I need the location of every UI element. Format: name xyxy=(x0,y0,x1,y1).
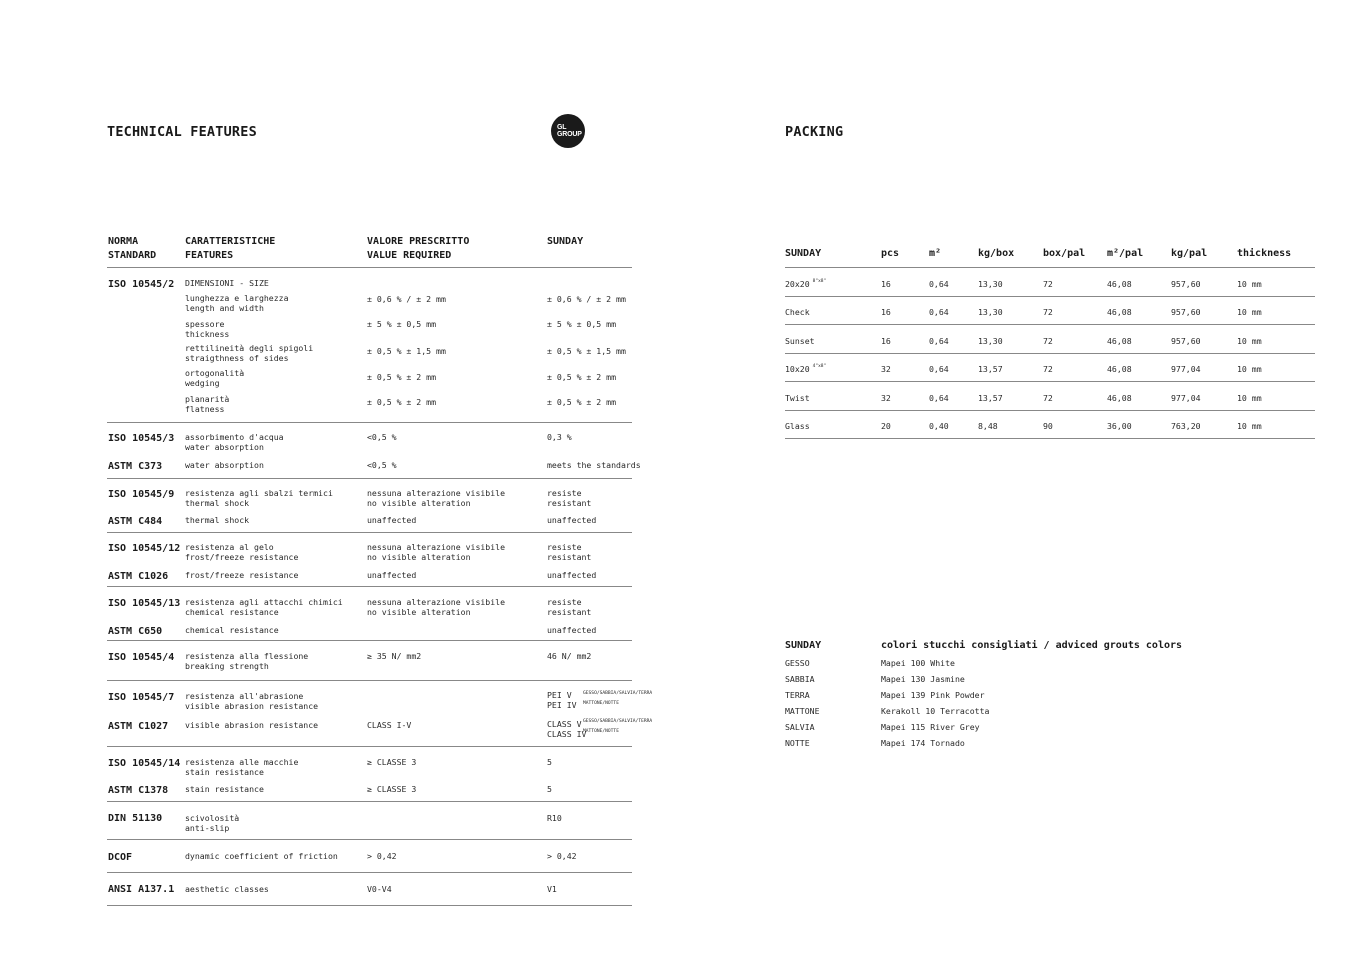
packing-cell-text: 72 xyxy=(1043,307,1053,318)
packing-cell-text: 10 mm xyxy=(1237,335,1262,346)
packing-cell-text: 32 xyxy=(881,392,891,403)
packing-cell-text: 957,60 xyxy=(1171,279,1201,289)
packing-cell-text: 16 xyxy=(881,307,891,318)
packing-title: PACKING xyxy=(785,124,844,140)
packing-cell-text: Check xyxy=(785,307,810,318)
packing-cell-text: 957,60 xyxy=(1171,307,1201,318)
header-value-it: VALORE PRESCRITTO xyxy=(367,236,470,247)
feature-en: breaking strength xyxy=(185,661,269,672)
packing-cell-m2 xyxy=(929,421,949,431)
packing-cell-text: Twist xyxy=(785,392,810,403)
sunday-chemical xyxy=(547,597,591,617)
logo-text-line1: GL xyxy=(557,124,567,131)
packing-cell-text: 13,30 xyxy=(978,335,1003,346)
packing-cell-text: 13,57 xyxy=(978,364,1003,375)
packing-cell-box-pal xyxy=(1043,336,1053,346)
packing-cell-thickness xyxy=(1237,364,1262,374)
sunday-astm-thermal: unaffected xyxy=(547,515,597,525)
feature-dcof: dynamic coefficient of friction xyxy=(185,851,338,861)
feature-slip xyxy=(185,813,239,833)
feature-en: straigthness of sides xyxy=(185,353,289,364)
divider xyxy=(785,267,1315,268)
sunday-it: resiste xyxy=(547,542,582,552)
sunday-astm-abrasion xyxy=(547,719,586,739)
header-norma-en: STANDARD xyxy=(108,249,157,261)
packing-cell-text: 763,20 xyxy=(1171,421,1201,431)
divider xyxy=(107,640,632,641)
header-value-required xyxy=(367,235,469,262)
divider xyxy=(785,296,1315,297)
packing-cell-m2-pal xyxy=(1107,307,1132,317)
logo-text-line2: GROUP xyxy=(557,131,582,138)
grout-color-name: NOTTE xyxy=(785,738,810,748)
packing-cell-text: 977,04 xyxy=(1171,392,1201,403)
divider xyxy=(107,746,632,747)
packing-cell-name xyxy=(785,307,810,317)
packing-cell-m2-pal xyxy=(1107,393,1132,403)
packing-cell-m2-pal xyxy=(1107,279,1132,289)
packing-cell-box-pal xyxy=(1043,364,1053,374)
packing-cell-text: 8,48 xyxy=(978,421,998,431)
sunday-thickness: ± 5 % ± 0,5 mm xyxy=(547,319,617,329)
packing-header-pcs: pcs xyxy=(881,248,900,259)
packing-cell-name xyxy=(785,364,826,374)
sunday-abrasion-pei xyxy=(547,690,577,710)
feature-it: resistenza agli sbalzi termici xyxy=(185,488,333,498)
required-astm-water: <0,5 % xyxy=(367,460,397,470)
packing-cell-box-pal xyxy=(1043,393,1053,403)
sunday-astm-stain: 5 xyxy=(547,784,552,794)
standard-iso-10545-14: ISO 10545/14 xyxy=(108,758,181,769)
packing-cell-text: Sunset xyxy=(785,335,815,346)
packing-cell-pcs xyxy=(881,393,891,403)
feature-straightness xyxy=(185,343,313,363)
packing-cell-kg-pal xyxy=(1171,364,1201,374)
feature-it: resistenza alle macchie xyxy=(185,757,299,767)
standard-astm-c1026: ASTM C1026 xyxy=(108,571,169,582)
packing-cell-text: 90 xyxy=(1043,421,1053,431)
sunday-it: resiste xyxy=(547,488,582,498)
packing-cell-text: 0,64 xyxy=(929,392,949,403)
feature-en: anti-slip xyxy=(185,823,230,834)
packing-cell-thickness xyxy=(1237,336,1262,346)
packing-cell-thickness xyxy=(1237,393,1262,403)
sunday-it: resiste xyxy=(547,597,582,607)
note-colors-2: MATTONE/NOTTE xyxy=(583,700,619,706)
feature-astm-frost: frost/freeze resistance xyxy=(185,570,299,580)
feature-water-absorption xyxy=(185,432,284,452)
packing-cell-text: 20 xyxy=(881,421,891,431)
divider xyxy=(785,353,1315,354)
sunday-dcof: > 0,42 xyxy=(547,851,577,861)
packing-cell-pcs xyxy=(881,421,891,431)
standard-iso-10545-3: ISO 10545/3 xyxy=(108,433,175,444)
packing-size-inches: 4"x8" xyxy=(812,364,827,370)
packing-cell-pcs xyxy=(881,307,891,317)
packing-cell-pcs xyxy=(881,336,891,346)
standard-din-51130: DIN 51130 xyxy=(108,813,163,824)
packing-cell-kg-pal xyxy=(1171,421,1201,431)
sunday-length-width: ± 0,6 % / ± 2 mm xyxy=(547,294,626,304)
packing-cell-kg-box xyxy=(978,279,1003,289)
packing-cell-text: 13,30 xyxy=(978,279,1003,289)
sunday-class-v: CLASS V xyxy=(547,719,582,729)
feature-it: resistenza agli attacchi chimici xyxy=(185,597,343,607)
packing-cell-text: 10x20 xyxy=(785,364,810,375)
packing-cell-text: 13,57 xyxy=(978,392,1003,403)
packing-cell-kg-box xyxy=(978,364,1003,374)
feature-it: lunghezza e larghezza xyxy=(185,293,289,303)
feature-it: planarità xyxy=(185,394,230,404)
packing-cell-box-pal xyxy=(1043,307,1053,317)
standard-dcof: DCOF xyxy=(108,852,133,863)
feature-it: resistenza all'abrasione xyxy=(185,691,304,701)
packing-cell-m2-pal xyxy=(1107,336,1132,346)
feature-en: flatness xyxy=(185,404,225,415)
feature-it: spessore xyxy=(185,319,225,329)
packing-header-box-pal: box/pal xyxy=(1043,248,1086,259)
required-thickness: ± 5 % ± 0,5 mm xyxy=(367,319,437,329)
note-colors-1: GESSO/SABBIA/SALVIA/TERRA xyxy=(583,691,653,696)
divider xyxy=(785,410,1315,411)
required-wedging: ± 0,5 % ± 2 mm xyxy=(367,372,437,382)
packing-cell-text: 0,64 xyxy=(929,364,949,375)
packing-cell-thickness xyxy=(1237,421,1262,431)
feature-stain xyxy=(185,757,298,777)
packing-cell-text: 0,40 xyxy=(929,421,949,431)
packing-cell-text: 20x20 xyxy=(785,279,810,289)
standard-ansi-a137-1: ANSI A137.1 xyxy=(108,884,175,895)
packing-cell-text: 46,08 xyxy=(1107,364,1132,375)
divider xyxy=(107,478,632,479)
sunday-thermal-shock xyxy=(547,488,591,508)
standard-astm-c650: ASTM C650 xyxy=(108,626,163,637)
packing-header-m2: m² xyxy=(929,248,942,259)
standard-iso-10545-9: ISO 10545/9 xyxy=(108,489,175,500)
required-it: nessuna alterazione visibile xyxy=(367,488,506,498)
feature-astm-abrasion: visible abrasion resistance xyxy=(185,720,319,730)
packing-cell-text: 10 mm xyxy=(1237,307,1262,318)
feature-bending xyxy=(185,651,308,671)
feature-en: wedging xyxy=(185,378,220,389)
packing-cell-text: 977,04 xyxy=(1171,364,1201,375)
sunday-pei-iv: PEI IV xyxy=(547,700,577,711)
divider xyxy=(107,905,632,906)
required-length-width: ± 0,6 % / ± 2 mm xyxy=(367,294,446,304)
required-straightness: ± 0,5 % ± 1,5 mm xyxy=(367,346,446,356)
required-thermal-shock xyxy=(367,488,505,508)
required-it: nessuna alterazione visibile xyxy=(367,542,506,552)
feature-thickness xyxy=(185,319,229,339)
sunday-en: resistant xyxy=(547,498,592,509)
required-astm-thermal: unaffected xyxy=(367,515,417,525)
required-dcof: > 0,42 xyxy=(367,851,397,861)
packing-cell-kg-pal xyxy=(1171,393,1201,403)
packing-cell-kg-box xyxy=(978,421,998,431)
packing-cell-text: 16 xyxy=(881,279,891,289)
packing-cell-text: 10 mm xyxy=(1237,279,1262,289)
packing-cell-kg-pal xyxy=(1171,336,1201,346)
packing-cell-text: 13,30 xyxy=(978,307,1003,318)
packing-header-m2-pal: m²/pal xyxy=(1107,248,1144,259)
header-value-en: VALUE REQUIRED xyxy=(367,249,452,261)
divider xyxy=(107,839,632,840)
grouts-header-sunday: SUNDAY xyxy=(785,640,822,651)
packing-cell-m2 xyxy=(929,279,949,289)
required-en: no visible alteration xyxy=(367,607,471,618)
packing-cell-kg-box xyxy=(978,336,1003,346)
standard-iso-10545-7: ISO 10545/7 xyxy=(108,692,175,703)
packing-size-inches: 8"x8" xyxy=(812,279,827,284)
sunday-water-absorption: 0,3 % xyxy=(547,432,572,442)
packing-cell-m2 xyxy=(929,364,949,374)
feature-it: ortogonalità xyxy=(185,368,245,378)
required-chemical xyxy=(367,597,505,617)
packing-cell-kg-pal xyxy=(1171,279,1201,289)
grout-color-name: SABBIA xyxy=(785,674,815,684)
packing-cell-name xyxy=(785,336,815,346)
feature-it: scivolosità xyxy=(185,813,240,823)
packing-cell-text: 10 mm xyxy=(1237,392,1262,403)
feature-astm-stain: stain resistance xyxy=(185,784,264,794)
packing-header-kg-box: kg/box xyxy=(978,248,1015,259)
required-bending: ≥ 35 N/ mm2 xyxy=(367,651,422,661)
feature-en: thermal shock xyxy=(185,498,250,509)
required-astm-abrasion: CLASS I-V xyxy=(367,720,412,730)
packing-cell-pcs xyxy=(881,364,891,374)
packing-cell-kg-box xyxy=(978,307,1003,317)
divider xyxy=(785,324,1315,325)
sunday-class-iv: CLASS IV xyxy=(547,729,587,740)
packing-cell-text: 10 mm xyxy=(1237,364,1262,375)
required-water-absorption: <0,5 % xyxy=(367,432,397,442)
sunday-straightness: ± 0,5 % ± 1,5 mm xyxy=(547,346,626,356)
grout-color-name: TERRA xyxy=(785,690,810,700)
packing-cell-text: Glass xyxy=(785,421,810,431)
required-en: no visible alteration xyxy=(367,552,471,563)
divider xyxy=(107,586,632,587)
feature-en: thickness xyxy=(185,329,230,340)
note-colors-2: MATTONE/NOTTE xyxy=(583,728,619,734)
required-en: no visible alteration xyxy=(367,498,471,509)
note-colors-1: GESSO/SABBIA/SALVIA/TERRA xyxy=(583,719,653,724)
sunday-ansi: V1 xyxy=(547,884,557,894)
packing-cell-box-pal xyxy=(1043,279,1053,289)
divider xyxy=(107,532,632,533)
feature-en: stain resistance xyxy=(185,767,264,778)
sunday-astm-frost: unaffected xyxy=(547,570,597,580)
packing-header-sunday: SUNDAY xyxy=(785,248,822,259)
packing-cell-text: 0,64 xyxy=(929,335,949,346)
sunday-wedging: ± 0,5 % ± 2 mm xyxy=(547,372,617,382)
packing-cell-text: 16 xyxy=(881,335,891,346)
packing-cell-text: 957,60 xyxy=(1171,335,1201,346)
feature-it: assorbimento d'acqua xyxy=(185,432,284,442)
required-ansi: V0-V4 xyxy=(367,884,392,894)
feature-en: chemical resistance xyxy=(185,607,279,618)
feature-en: frost/freeze resistance xyxy=(185,552,299,563)
grout-product: Mapei 139 Pink Powder xyxy=(881,690,985,700)
packing-cell-text: 10 mm xyxy=(1237,421,1262,431)
required-it: nessuna alterazione visibile xyxy=(367,597,506,607)
packing-cell-name xyxy=(785,393,810,403)
gl-group-logo xyxy=(551,114,585,148)
grout-color-name: SALVIA xyxy=(785,722,815,732)
grouts-header-colors: colori stucchi consigliati / adviced grouts colors xyxy=(881,640,1183,651)
required-astm-stain: ≥ CLASSE 3 xyxy=(367,784,417,794)
standard-iso-10545-2: ISO 10545/2 xyxy=(108,279,175,290)
packing-cell-thickness xyxy=(1237,279,1262,289)
packing-cell-text: 46,08 xyxy=(1107,279,1132,289)
header-norma-it: NORMA xyxy=(108,236,139,247)
header-norma xyxy=(108,235,156,262)
header-features-en: FEATURES xyxy=(185,249,234,261)
packing-cell-text: 72 xyxy=(1043,364,1053,375)
feature-ansi: aesthetic classes xyxy=(185,884,269,894)
grout-product: Mapei 174 Tornado xyxy=(881,738,965,748)
feature-astm-chemical: chemical resistance xyxy=(185,625,279,635)
required-stain: ≥ CLASSE 3 xyxy=(367,757,417,767)
sunday-slip: R10 xyxy=(547,813,562,823)
feature-en: water absorption xyxy=(185,442,264,453)
divider xyxy=(107,267,632,268)
divider xyxy=(785,438,1315,439)
standard-iso-10545-12: ISO 10545/12 xyxy=(108,543,181,554)
divider xyxy=(107,872,632,873)
sunday-pei-v: PEI V xyxy=(547,690,572,700)
standard-astm-c1027: ASTM C1027 xyxy=(108,721,169,732)
standard-astm-c373: ASTM C373 xyxy=(108,461,163,472)
sunday-astm-water: meets the standards xyxy=(547,460,641,470)
divider xyxy=(107,422,632,423)
packing-cell-kg-pal xyxy=(1171,307,1201,317)
packing-cell-text: 0,64 xyxy=(929,279,949,289)
feature-flatness xyxy=(185,394,229,414)
feature-wedging xyxy=(185,368,244,388)
sunday-flatness: ± 0,5 % ± 2 mm xyxy=(547,397,617,407)
packing-cell-m2 xyxy=(929,307,949,317)
packing-cell-pcs xyxy=(881,279,891,289)
feature-thermal-shock xyxy=(185,488,333,508)
header-features-it: CARATTERISTICHE xyxy=(185,236,276,247)
feature-abrasion xyxy=(185,691,318,711)
abrasion-note xyxy=(583,691,652,706)
packing-cell-text: 46,08 xyxy=(1107,335,1132,346)
divider xyxy=(107,680,632,681)
sunday-stain: 5 xyxy=(547,757,552,767)
standard-iso-10545-4: ISO 10545/4 xyxy=(108,652,175,663)
packing-cell-thickness xyxy=(1237,307,1262,317)
feature-astm-water: water absorption xyxy=(185,460,264,470)
packing-cell-text: 46,08 xyxy=(1107,307,1132,318)
feature-length-width xyxy=(185,293,289,313)
packing-cell-kg-box xyxy=(978,393,1003,403)
feature-astm-thermal: thermal shock xyxy=(185,515,250,525)
standard-astm-c1378: ASTM C1378 xyxy=(108,785,169,796)
packing-cell-text: 72 xyxy=(1043,279,1053,289)
packing-cell-box-pal xyxy=(1043,421,1053,431)
packing-cell-text: 32 xyxy=(881,364,891,375)
sunday-frost xyxy=(547,542,591,562)
divider xyxy=(107,801,632,802)
packing-cell-m2 xyxy=(929,336,949,346)
packing-cell-text: 0,64 xyxy=(929,307,949,318)
feature-en: visible abrasion resistance xyxy=(185,701,319,712)
abrasion-astm-note xyxy=(583,719,652,734)
packing-cell-text: 36,00 xyxy=(1107,421,1132,431)
feature-frost xyxy=(185,542,298,562)
packing-cell-text: 72 xyxy=(1043,392,1053,403)
packing-header-thickness: thickness xyxy=(1237,248,1292,259)
grout-product: Mapei 130 Jasmine xyxy=(881,674,965,684)
sunday-en: resistant xyxy=(547,552,592,563)
sunday-en: resistant xyxy=(547,607,592,618)
grout-product: Mapei 100 White xyxy=(881,658,955,668)
required-flatness: ± 0,5 % ± 2 mm xyxy=(367,397,437,407)
packing-header-kg-pal: kg/pal xyxy=(1171,248,1208,259)
header-sunday: SUNDAY xyxy=(547,236,584,247)
packing-cell-m2-pal xyxy=(1107,364,1132,374)
grout-color-name: MATTONE xyxy=(785,706,820,716)
sunday-bending: 46 N/ mm2 xyxy=(547,651,592,661)
technical-features-title: TECHNICAL FEATURES xyxy=(107,124,257,140)
header-features xyxy=(185,235,275,262)
feature-en: length and width xyxy=(185,303,264,314)
standard-iso-10545-13: ISO 10545/13 xyxy=(108,598,181,609)
packing-cell-text: 72 xyxy=(1043,335,1053,346)
standard-astm-c484: ASTM C484 xyxy=(108,516,163,527)
packing-cell-name xyxy=(785,421,810,431)
packing-cell-text: 46,08 xyxy=(1107,392,1132,403)
feature-chemical xyxy=(185,597,343,617)
size-label: DIMENSIONI - SIZE xyxy=(185,278,269,288)
packing-cell-name xyxy=(785,279,826,289)
feature-it: resistenza alla flessione xyxy=(185,651,309,661)
grout-product: Mapei 115 River Grey xyxy=(881,722,980,732)
grout-product: Kerakoll 10 Terracotta xyxy=(881,706,990,716)
grout-color-name: GESSO xyxy=(785,658,810,668)
divider xyxy=(785,381,1315,382)
required-frost xyxy=(367,542,505,562)
packing-cell-m2 xyxy=(929,393,949,403)
packing-cell-m2-pal xyxy=(1107,421,1132,431)
feature-it: resistenza al gelo xyxy=(185,542,274,552)
feature-it: rettilineità degli spigoli xyxy=(185,343,314,353)
sunday-astm-chemical: unaffected xyxy=(547,625,597,635)
required-astm-frost: unaffected xyxy=(367,570,417,580)
